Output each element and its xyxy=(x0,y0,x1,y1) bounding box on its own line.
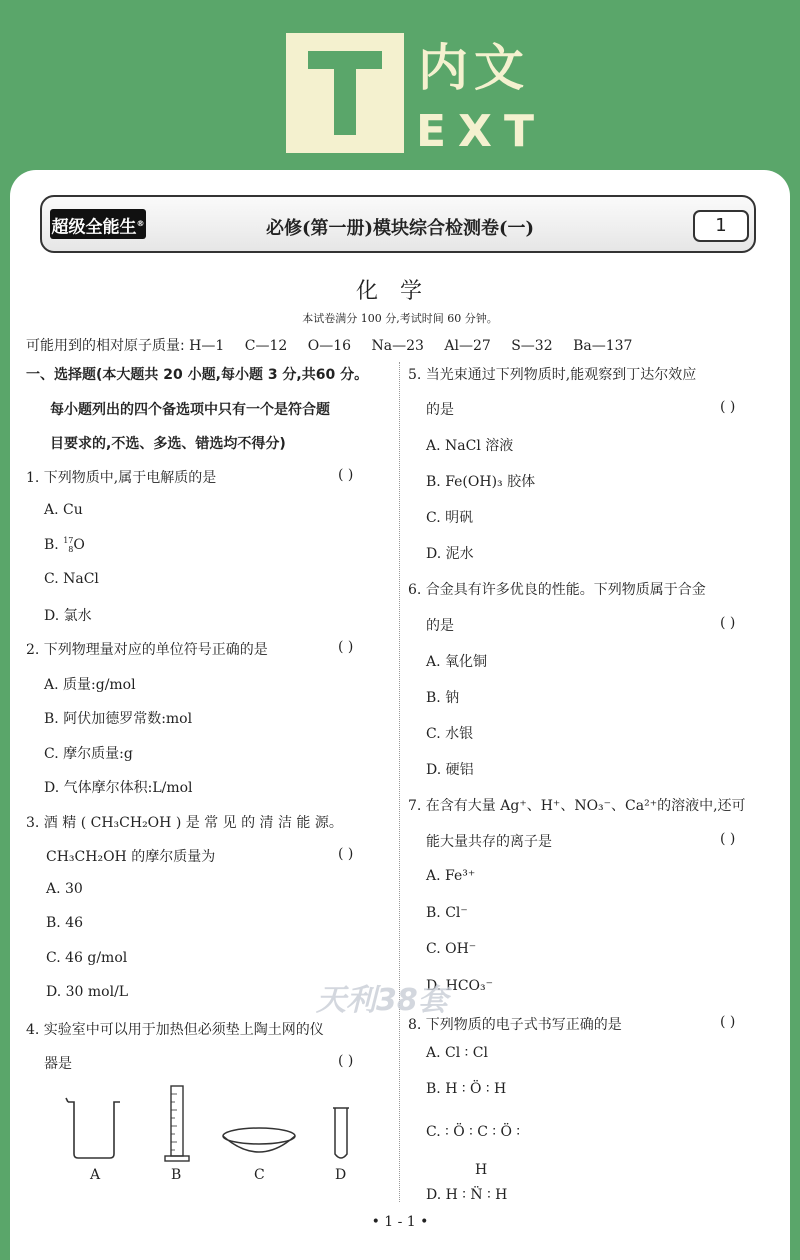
mass-s: S—32 xyxy=(511,338,553,354)
q1-b-prefix: B. xyxy=(44,537,64,553)
q1-b-number: 8 xyxy=(68,545,74,554)
header-title-cn: 内文 xyxy=(418,39,530,97)
mass-c: C—12 xyxy=(244,338,288,354)
q1-answer-bracket[interactable]: ( ) xyxy=(338,467,354,483)
t-letter-stem xyxy=(334,51,356,135)
evaporating-dish-icon xyxy=(220,1124,298,1158)
q1-option-c: C. NaCl xyxy=(44,571,99,587)
q3-option-b: B. 46 xyxy=(46,915,84,931)
q4-stem-1: 4. 实验室中可以用于加热但必须垫上陶土网的仪 xyxy=(26,1022,324,1038)
q3-stem-1: 3. 酒 精 ( CH₃CH₂OH ) 是 常 见 的 清 洁 能 源。 xyxy=(26,815,343,831)
paper-number: 1 xyxy=(693,210,749,242)
q2-option-b: B. 阿伏加德罗常数:mol xyxy=(44,711,193,727)
q4-answer-bracket[interactable]: ( ) xyxy=(338,1053,354,1069)
q6-option-a: A. 氧化铜 xyxy=(426,654,488,670)
header-badge xyxy=(286,33,404,153)
lab-label-a: A xyxy=(90,1167,101,1183)
q6-answer-bracket[interactable]: ( ) xyxy=(720,615,736,631)
q8-option-b: B. H ∶ Ö ∶ H xyxy=(426,1081,507,1097)
doc-title: 必修(第一册)模块综合检测卷(一) xyxy=(265,218,535,239)
q7-option-a: A. Fe³⁺ xyxy=(426,868,476,884)
graduated-cylinder-icon xyxy=(162,1084,192,1164)
q6-stem-1: 6. 合金具有许多优良的性能。下列物质属于合金 xyxy=(408,582,706,598)
beaker-icon xyxy=(64,1094,124,1160)
q8-option-d: D. H ∶ N̈ ∶ H xyxy=(426,1187,508,1203)
q1-stem: 1. 下列物质中,属于电解质的是 xyxy=(26,470,217,486)
lab-label-b: B xyxy=(171,1167,182,1183)
atomic-masses xyxy=(26,335,648,355)
q4-stem-2: 器是 xyxy=(44,1056,72,1072)
q7-option-d: D. HCO₃⁻ xyxy=(426,978,494,994)
test-tube-icon xyxy=(330,1106,352,1164)
q7-answer-bracket[interactable]: ( ) xyxy=(720,831,736,847)
mass-ba: Ba—137 xyxy=(573,338,633,354)
lab-label-d: D xyxy=(335,1167,347,1183)
q3-option-c: C. 46 g/mol xyxy=(46,950,128,966)
q2-answer-bracket[interactable]: ( ) xyxy=(338,639,354,655)
subject-title: 化学 xyxy=(355,279,444,304)
page-number: • 1 - 1 • xyxy=(371,1214,429,1230)
q3-option-d: D. 30 mol/L xyxy=(46,984,129,1000)
q8-option-a: A. Cl ∶ Cl xyxy=(426,1045,488,1061)
q8-option-d-top: H xyxy=(475,1162,488,1178)
mass-o: O—16 xyxy=(307,338,352,354)
q8-option-c: C. ∶ Ö ∶ C ∶ Ö ∶ xyxy=(426,1124,521,1140)
q7-option-c: C. OH⁻ xyxy=(426,941,477,957)
section-heading: 一、选择题(本大题共 20 小题,每小题 3 分,共60 分。 xyxy=(26,367,369,383)
q1-option-d: D. 氯水 xyxy=(44,608,92,624)
q1-b-mass: 17 xyxy=(63,536,74,545)
q7-option-b: B. Cl⁻ xyxy=(426,905,468,921)
q6-option-b: B. 钠 xyxy=(426,690,460,706)
header-title-en: EXT xyxy=(416,106,546,157)
q5-stem-2: 的是 xyxy=(426,402,454,418)
q5-option-c: C. 明矾 xyxy=(426,510,474,526)
q6-option-c: C. 水银 xyxy=(426,726,474,742)
q1-option-b xyxy=(44,536,85,554)
q5-answer-bracket[interactable]: ( ) xyxy=(720,399,736,415)
q1-option-a: A. Cu xyxy=(44,502,83,518)
q5-option-d: D. 泥水 xyxy=(426,546,474,562)
q5-stem-1: 5. 当光束通过下列物质时,能观察到丁达尔效应 xyxy=(408,367,697,383)
mass-na: Na—23 xyxy=(371,338,424,354)
watermark: 天利38套 xyxy=(316,983,448,1018)
q8-stem: 8. 下列物质的电子式书写正确的是 xyxy=(408,1017,622,1033)
exam-note: 本试卷满分 100 分,考试时间 60 分钟。 xyxy=(302,312,498,325)
q3-option-a: A. 30 xyxy=(46,881,83,897)
q5-option-b: B. Fe(OH)₃ 胶体 xyxy=(426,474,536,490)
masses-label: 可能用到的相对原子质量: xyxy=(26,338,185,354)
lab-label-c: C xyxy=(254,1167,265,1183)
mass-al: Al—27 xyxy=(444,338,491,354)
section-instr-1: 每小题列出的四个备选项中只有一个是符合题 xyxy=(50,402,330,418)
q2-option-d: D. 气体摩尔体积:L/mol xyxy=(44,780,193,796)
q8-answer-bracket[interactable]: ( ) xyxy=(720,1014,736,1030)
q6-option-d: D. 硬铝 xyxy=(426,762,474,778)
q2-stem: 2. 下列物理量对应的单位符号正确的是 xyxy=(26,642,268,658)
q5-option-a: A. NaCl 溶液 xyxy=(426,438,514,454)
section-instr-2: 目要求的,不选、多选、错选均不得分) xyxy=(50,436,286,452)
q7-stem-2: 能大量共存的离子是 xyxy=(426,834,552,850)
q2-option-c: C. 摩尔质量:g xyxy=(44,746,133,762)
q3-answer-bracket[interactable]: ( ) xyxy=(338,846,354,862)
q2-option-a: A. 质量:g/mol xyxy=(44,677,136,693)
q6-stem-2: 的是 xyxy=(426,618,454,634)
q3-stem-2: CH₃CH₂OH 的摩尔质量为 xyxy=(46,849,216,865)
q7-stem-1: 7. 在含有大量 Ag⁺、H⁺、NO₃⁻、Ca²⁺的溶液中,还可 xyxy=(408,798,746,814)
brand-logo: 超级全能生® xyxy=(50,209,146,239)
column-divider xyxy=(399,362,401,1202)
q1-b-element: O xyxy=(73,537,85,553)
mass-h: H—1 xyxy=(189,338,225,354)
